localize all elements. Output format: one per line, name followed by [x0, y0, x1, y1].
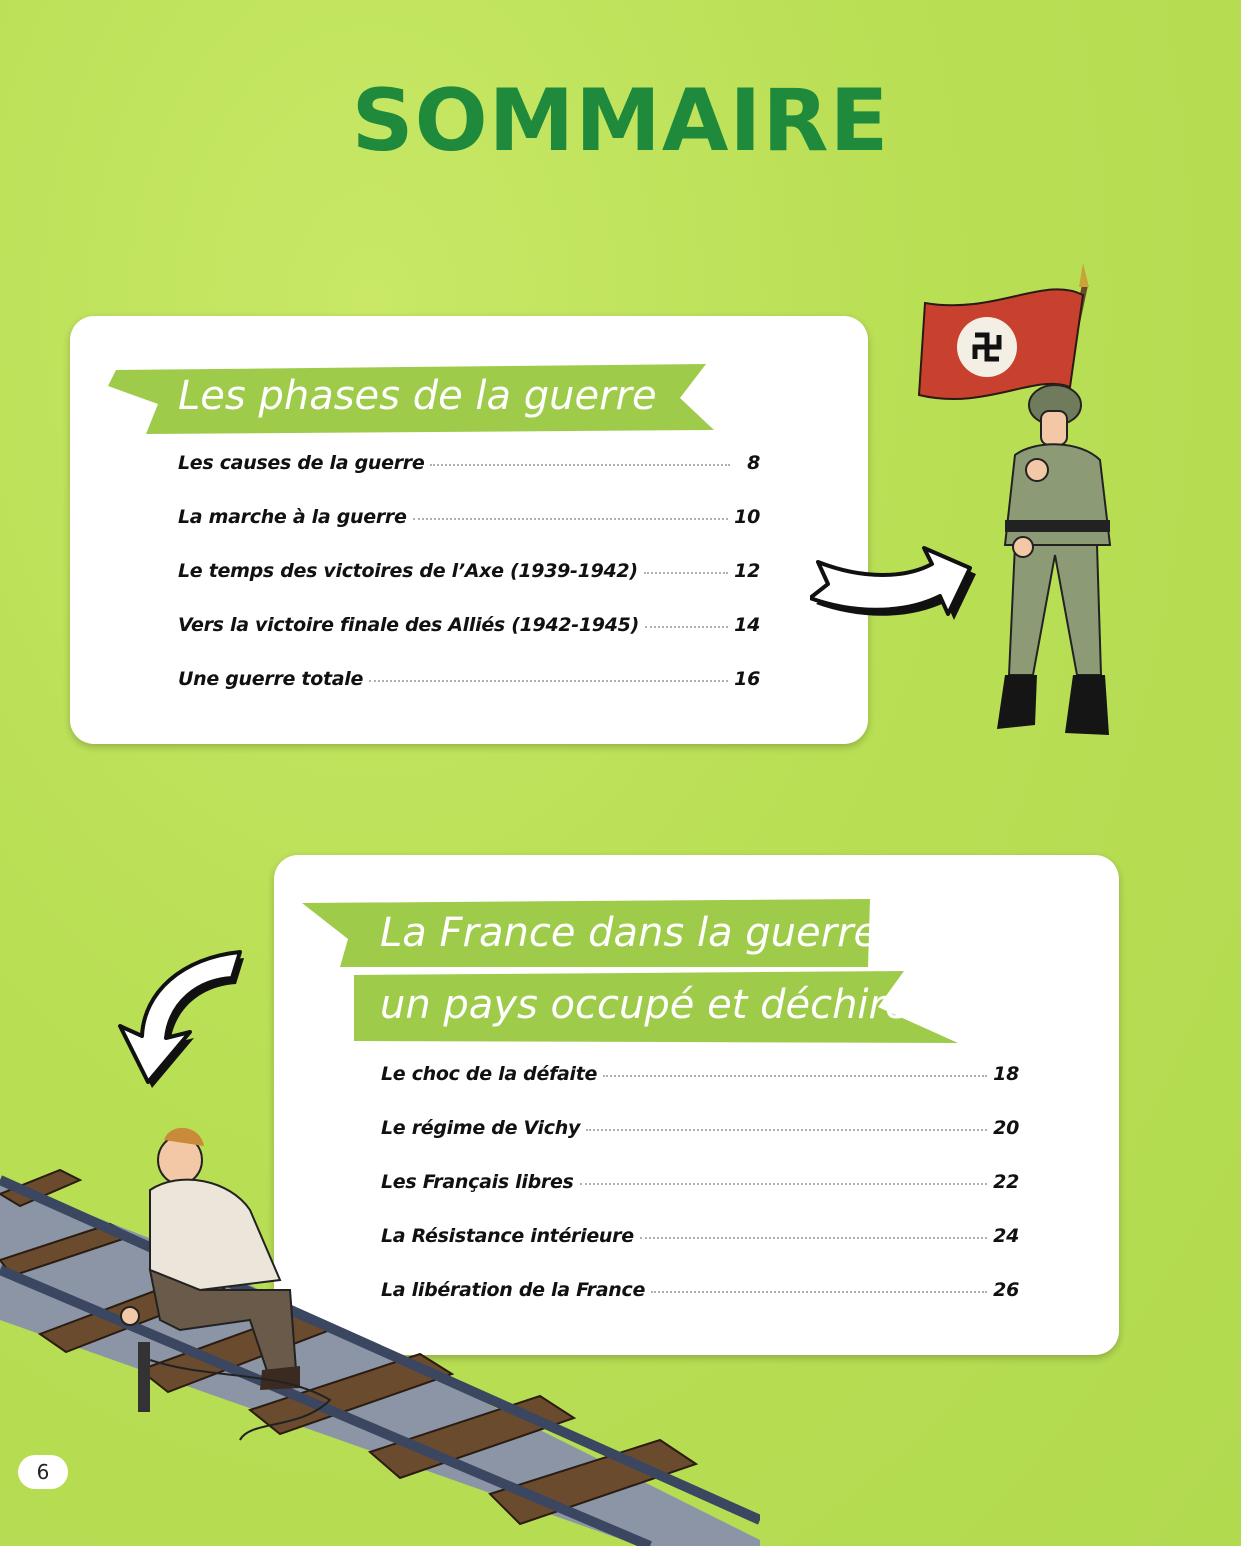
toc-entry-label: Les Français libres	[381, 1171, 574, 1193]
dot-leader	[369, 680, 728, 682]
dot-leader	[413, 518, 729, 520]
toc-entry[interactable]	[381, 1063, 1019, 1093]
toc-entry-label: Le choc de la défaite	[381, 1063, 598, 1085]
soldier-with-flag-illustration	[905, 255, 1115, 745]
toc-entry-label: La Résistance intérieure	[381, 1225, 634, 1247]
toc-entry-page: 16	[734, 668, 760, 690]
toc-entry-page: 22	[993, 1171, 1019, 1193]
toc-list	[178, 452, 760, 712]
toc-entry-page: 20	[993, 1117, 1019, 1139]
toc-entry-label: Le régime de Vichy	[381, 1117, 581, 1139]
resistance-saboteur-illustration	[0, 1120, 760, 1546]
section-heading-ribbon	[298, 899, 958, 1049]
toc-entry-label: Vers la victoire finale des Alliés (1942-1945)	[178, 614, 639, 636]
section-heading-line-2: un pays occupé et déchiré	[380, 982, 910, 1028]
toc-entry-page: 24	[993, 1225, 1019, 1247]
dot-leader	[430, 464, 730, 466]
toc-card-phases	[70, 316, 868, 744]
toc-entry-page: 26	[993, 1279, 1019, 1301]
toc-entry-label: Le temps des victoires de l’Axe (1939-1942)	[178, 560, 638, 582]
section-heading-line-1: La France dans la guerre,	[380, 910, 891, 956]
toc-entry-label: La marche à la guerre	[178, 506, 407, 528]
toc-entry-page: 10	[734, 506, 760, 528]
toc-entry-page: 18	[993, 1063, 1019, 1085]
toc-entry-page: 8	[747, 452, 760, 474]
section-heading: Les phases de la guerre	[178, 373, 657, 419]
toc-entry[interactable]	[178, 614, 760, 644]
toc-entry-label: Une guerre totale	[178, 668, 364, 690]
dot-leader	[644, 572, 728, 574]
toc-entry-label: La libération de la France	[381, 1279, 646, 1301]
toc-entry-page: 12	[734, 560, 760, 582]
section-heading-ribbon	[106, 360, 718, 436]
toc-entry[interactable]	[178, 452, 760, 482]
dot-leader	[645, 626, 728, 628]
page-title: SOMMAIRE	[351, 71, 890, 171]
toc-entry[interactable]	[178, 560, 760, 590]
toc-entry-page: 14	[734, 614, 760, 636]
toc-entry-label: Les causes de la guerre	[178, 452, 425, 474]
dot-leader	[603, 1075, 987, 1077]
curved-arrow-down-left-icon	[108, 940, 253, 1090]
page-number: 6	[18, 1455, 68, 1489]
toc-entry[interactable]	[178, 668, 760, 698]
toc-entry[interactable]	[178, 506, 760, 536]
